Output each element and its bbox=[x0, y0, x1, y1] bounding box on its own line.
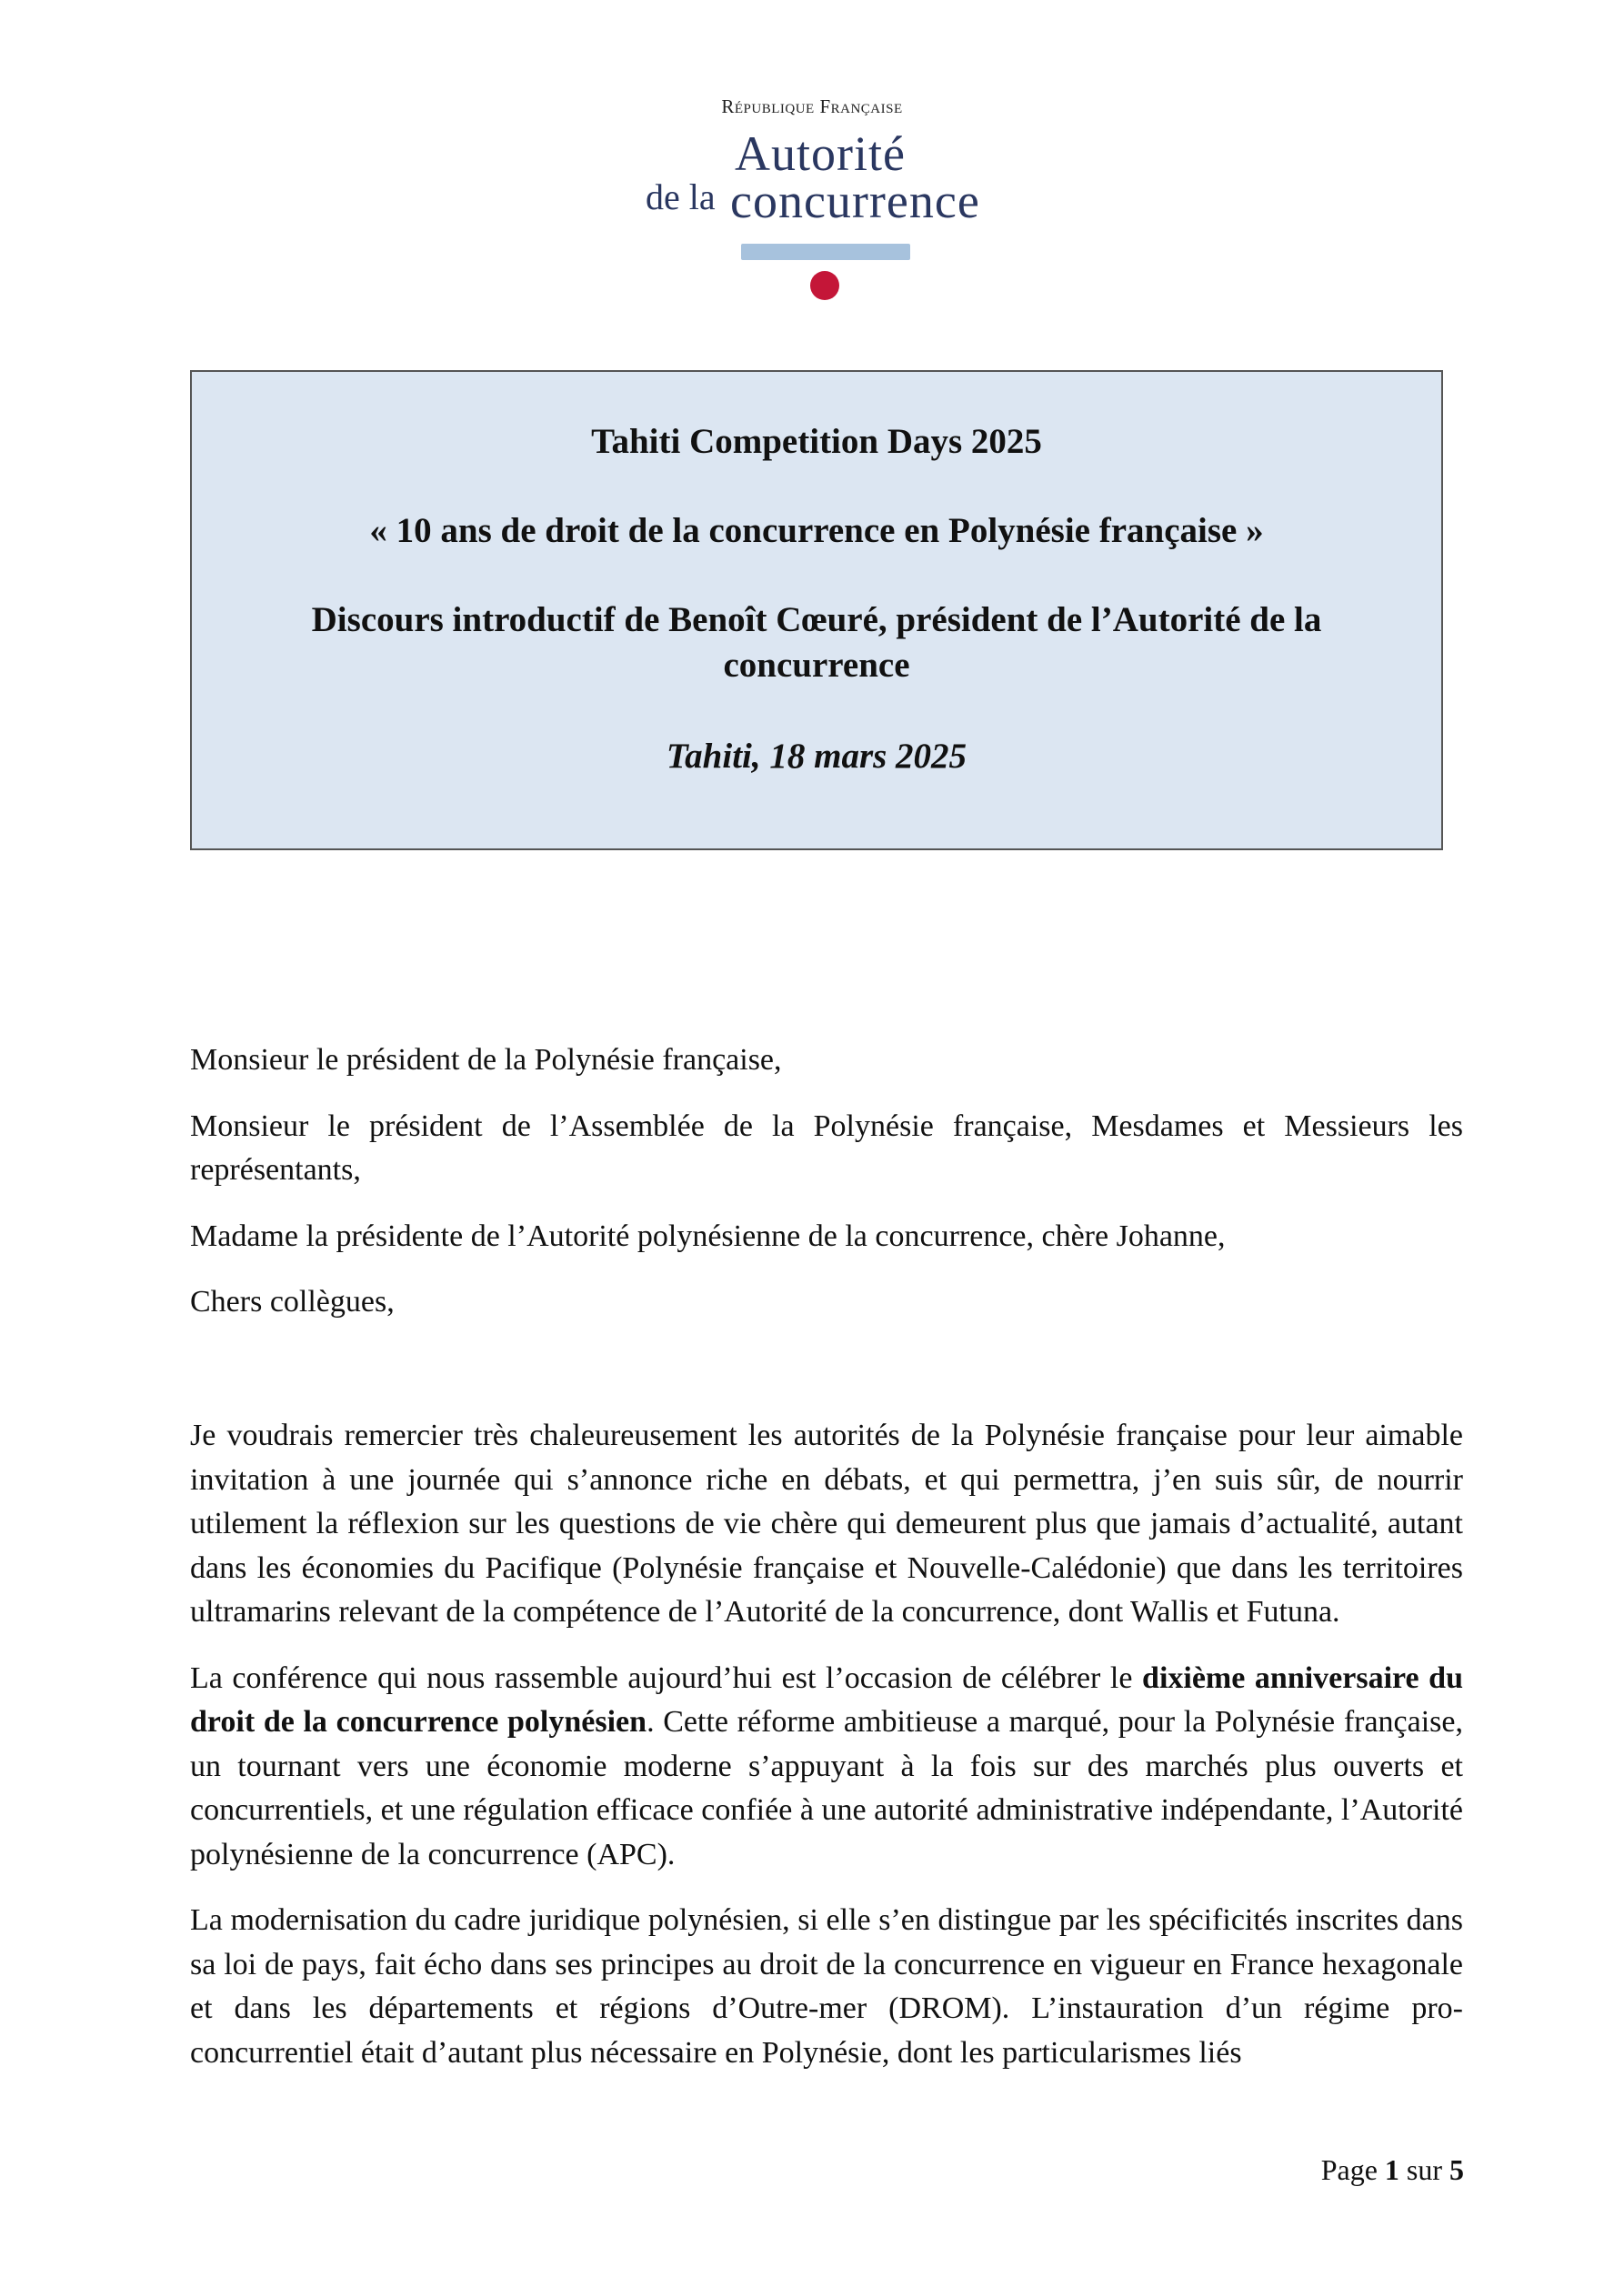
speech-body bbox=[190, 1414, 1463, 2097]
paragraph-2-part-2: . Cette réforme ambitieuse a marqué, pour la Polynésie française, un tournant vers une économie moderne s’appuyant à la fois sur des marchés plus ouverts et concurrentiels, et une régulation efficace confiée à une autorité administrative indépendante, l’Autorité polynésienne de la concurrence (APC). bbox=[190, 1705, 1464, 1871]
paragraph-2-part-1: La conférence qui nous rassemble aujourd’hui est l’occasion de célébrer le bbox=[190, 1660, 1143, 1695]
page-label: Page bbox=[1320, 2153, 1378, 2186]
republique-francaise-label: République Française bbox=[721, 95, 903, 117]
salutation-line: Monsieur le président de l’Assemblée de la Polynésie française, Mesdames et Messieurs les représentants, bbox=[190, 1108, 1463, 1187]
speech-title: Discours introductif de Benoît Cœuré, président de l’Autorité de la concurrence bbox=[311, 600, 1322, 685]
logo-text-autorite: Autorité bbox=[735, 126, 906, 181]
event-title: Tahiti Competition Days 2025 bbox=[591, 422, 1042, 461]
salutation-line: Madame la présidente de l’Autorité polynésienne de la concurrence, chère Johanne, bbox=[190, 1219, 1226, 1253]
page-total: 5 bbox=[1449, 2153, 1464, 2186]
place-date: Tahiti, 18 mars 2025 bbox=[666, 737, 967, 776]
paragraph-2 bbox=[190, 1657, 1463, 1878]
salutation-line: Monsieur le président de la Polynésie française, bbox=[190, 1043, 782, 1077]
of-label: sur bbox=[1406, 2153, 1442, 2186]
page-current: 1 bbox=[1384, 2153, 1399, 2186]
paragraph-1: Je voudrais remercier très chaleureusement les autorités de la Polynésie française pour leur aimable invitation à une journée qui s’annonce riche en débats, et qui permettra, j’en suis sûr, de nourrir utilement la réflexion sur les questions de vie chère qui demeurent plus que jamais d’actualité, autant dans les économies du Pacifique (Polynésie française et Nouvelle-Calédonie) que dans les territoires ultramarins relevant de la compétence de l’Autorité de la concurrence, dont Wallis et Futuna. bbox=[190, 1419, 1463, 1629]
paragraph-2-emphasis: dixième anniversaire du droit de la concurrence polynésien bbox=[190, 1660, 1463, 1739]
logo-text-concurrence: concurrence bbox=[730, 174, 980, 228]
page-number bbox=[1182, 2153, 1464, 2187]
logo-blue-bar bbox=[741, 244, 910, 260]
paragraph-3: La modernisation du cadre juridique polynésien, si elle s’en distingue par les spécificités inscrites dans sa loi de pays, fait écho dans ses principes au droit de la concurrence en vigueur en France hexagonale et dans les départements et régions d’Outre-mer (DROM). L’instauration d’un régime pro-concurrentiel était d’autant plus nécessaire en Polynésie, dont les particularismes liés bbox=[190, 1903, 1463, 2070]
logo-red-dot bbox=[810, 271, 839, 300]
salutations bbox=[190, 1038, 1463, 1347]
salutation-line: Chers collègues, bbox=[190, 1285, 395, 1319]
event-subtitle: « 10 ans de droit de la concurrence en Polynésie française » bbox=[369, 511, 1264, 550]
title-box bbox=[190, 370, 1443, 850]
authority-logo bbox=[0, 0, 1624, 327]
logo-text-de-la: de la bbox=[646, 176, 716, 217]
